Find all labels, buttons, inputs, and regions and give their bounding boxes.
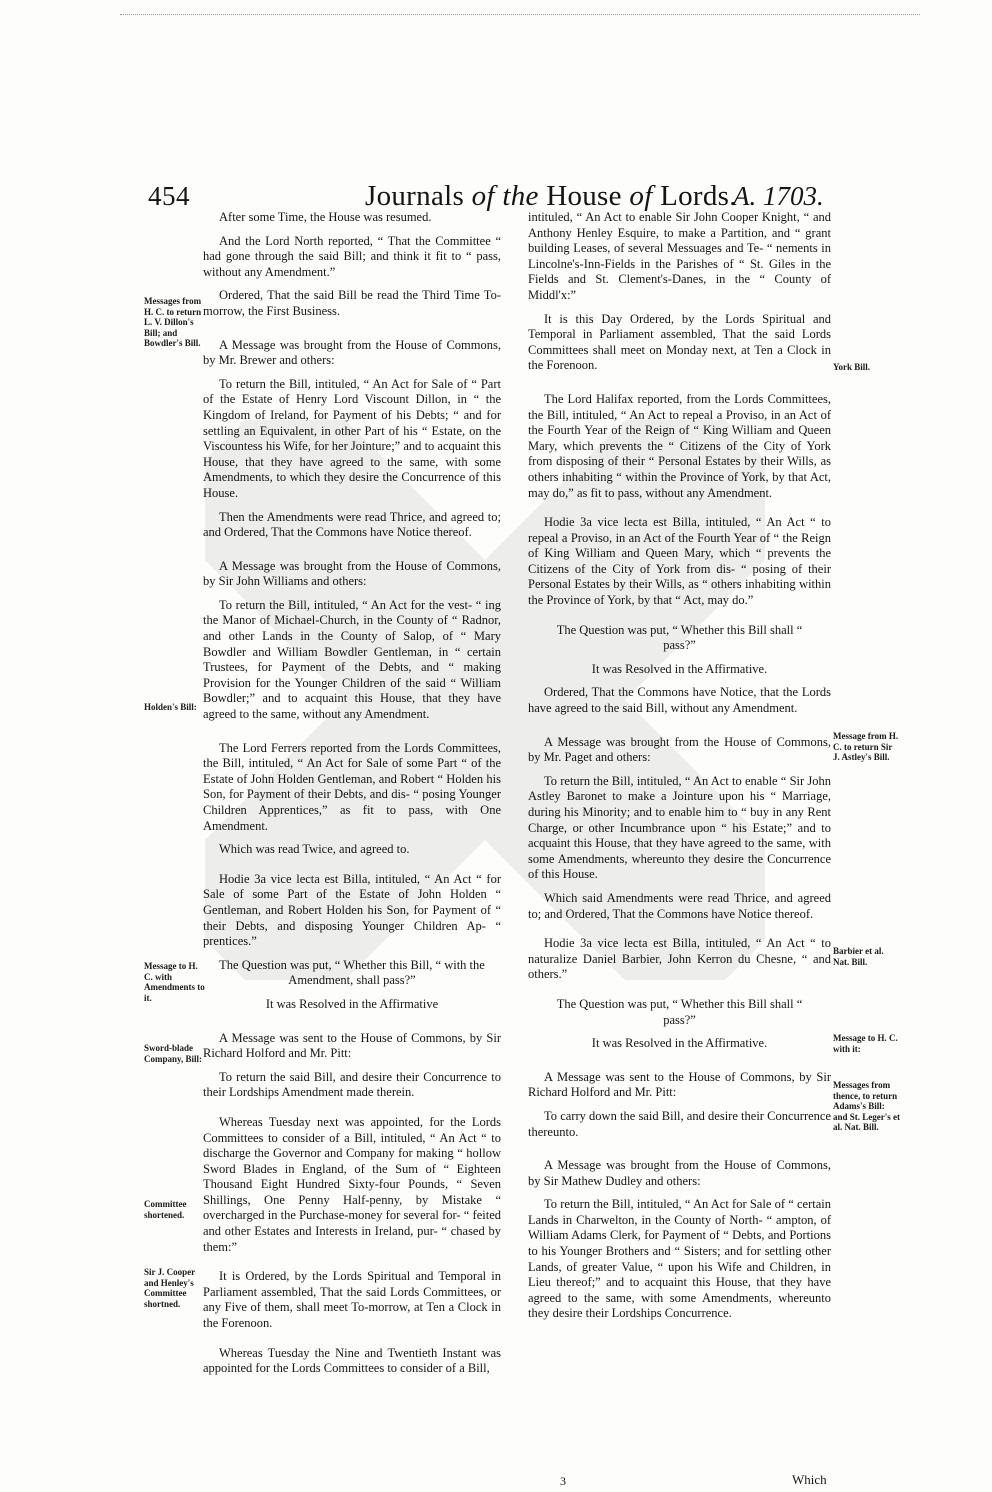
question-line: The Question was put, “ Whether this Bill shall “ pass?” bbox=[556, 622, 803, 653]
paragraph: Hodie 3a vice lecta est Billa, intituled, “ An Act “ to repeal a Proviso, in an Act of the Fourth Year of “ the Reign of King William and Queen Mary, which “ prevents the Citizens of the City of York from dis- “ posing of their Personal Estates by their Wills, as “ others inhabiting within the Province of York, by that “ Act, may do.” bbox=[528, 515, 831, 608]
question-line: The Question was put, “ Whether this Bill shall “ pass?” bbox=[556, 996, 803, 1027]
paragraph: Then the Amendments were read Thrice, and agreed to; and Ordered, That the Commons have Notice thereof. bbox=[203, 509, 501, 540]
paragraph: A Message was sent to the House of Commons, by Sir Richard Holford and Mr. Pitt: bbox=[528, 1069, 831, 1100]
paragraph: To return the Bill, intituled, “ An Act for Sale of “ certain Lands in Charwelton, in the County of North- “ ampton, of William Adams Clerk, for Payment of “ Debts, and Portions to his Younger Brothers and “ Sisters; and for settling other Lands, of greater Value, “ upon his Wife and Children, in Lieu thereof;” and to acquaint this House, that they have agreed to the same, with some Amendments, whereunto they desire their Lordships Concurrence. bbox=[528, 1197, 831, 1321]
paragraph: Whereas Tuesday next was appointed, for the Lords Committees to consider of a Bill, intituled, “ An Act “ to discharge the Governor and Company for making “ hollow Sword Blades in England, of the Sum of “ Eighteen Thousand Eight Hundred Sixty-four Pounds, “ Seven Shillings, One Penny Half-penny, by Mistake “ overcharged in the Purchase-money for several for- “ feited and other Estates and Interests in Ireland, pur- “ chased by them:” bbox=[203, 1114, 501, 1254]
resolution-line: It was Resolved in the Affirmative bbox=[265, 996, 439, 1011]
paragraph: It is this Day Ordered, by the Lords Spiritual and Temporal in Parliament assembled, That the said Lords Committees shall meet on Monday next, at Ten a Clock in the Forenoon. bbox=[528, 311, 831, 373]
margin-note: Message from H. C. to return Sir J. Astley's Bill. bbox=[833, 731, 899, 762]
right-column bbox=[528, 210, 831, 1330]
margin-note: Barbier et al. Nat. Bill. bbox=[833, 946, 884, 967]
question-line: The Question was put, “ Whether this Bill, “ with the Amendment, shall pass?” bbox=[219, 957, 485, 988]
paragraph: To return the Bill, intituled, “ An Act to enable “ Sir John Astley Baronet to make a Jointure upon his “ Marriage, during his Minority; and to enable him to “ buy in any Rent Charge, or other Incumbrance upon “ his Estate;” and to acquaint this House, that they have agreed to the same, with some Amendments, whereunto they desire the Concurrence of this House. bbox=[528, 773, 831, 882]
paragraph: And the Lord North reported, “ That the Committee “ had gone through the said Bill; and think it fit to “ pass, without any Amendment.” bbox=[203, 233, 501, 279]
resolution-line: It was Resolved in the Affirmative. bbox=[591, 661, 768, 676]
paragraph: The Lord Ferrers reported from the Lords Committees, the Bill, intituled, “ An Act for Sale of some Part “ of the Estate of John Holden Gentleman, and Robert “ Holden his Son, for Payment of their Debts, and dis- “ posing Younger Children Apprentices,” as fit to pass, with One Amendment. bbox=[203, 740, 501, 833]
paragraph: To return the Bill, intituled, “ An Act for the vest- “ ing the Manor of Michael-Church, in the County of “ Radnor, and other Lands in the County of Salop, of “ Mary Bowdler and William Bowdler Gentleman, in “ certain Trustees, for Payment of the Debts, and “ making Provision for the Younger Children of the said “ William Bowdler;” and to acquaint this House, that they have agreed to the same, without any Amendment. bbox=[203, 597, 501, 722]
paragraph: Hodie 3a vice lecta est Billa, intituled, “ An Act “ to naturalize Daniel Barbier, John Kerron du Chesne, “ and others.” bbox=[528, 936, 831, 982]
margin-note: Holden's Bill: bbox=[144, 702, 197, 712]
paragraph: It is Ordered, by the Lords Spiritual and Temporal in Parliament assembled, That the said Lords Committees, or any Five of them, shall meet To-morrow, at Ten a Clock in the Forenoon. bbox=[203, 1269, 501, 1331]
margin-note: Sword-blade Company, Bill: bbox=[144, 1043, 203, 1064]
paragraph: intituled, “ An Act to enable Sir John Cooper Knight, “ and Anthony Henley Esquire, to make a Partition, and “ grant building Leases, of several Messuages and Te- “ nements in Lincolne's-Inn-Fields in the Parishes of “ St. Giles in the Fields and St. Clement's-Danes, in the “ County of Middl'x:” bbox=[528, 210, 831, 302]
margin-note: Committee shortened. bbox=[144, 1199, 187, 1220]
page-title: Journals of the House of Lords. bbox=[365, 180, 737, 212]
paragraph: A Message was brought from the House of Commons, by Sir Mathew Dudley and others: bbox=[528, 1158, 831, 1188]
paragraph: A Message was brought from the House of Commons, by Sir John Williams and others: bbox=[203, 558, 501, 589]
paragraph: To carry down the said Bill, and desire their Concurrence thereunto. bbox=[528, 1108, 831, 1139]
paragraph: A Message was brought from the House of Commons, by Mr. Brewer and others: bbox=[203, 337, 501, 368]
margin-note: Messages from thence, to return Adams's Bill: and St. Leger's et al. Nat. Bill. bbox=[833, 1080, 900, 1132]
resolution-line: It was Resolved in the Affirmative. bbox=[591, 1036, 768, 1051]
left-column bbox=[203, 210, 501, 1385]
margin-note: Messages from H. C. to return L. V. Dillon's Bill; and Bowdler's Bill. bbox=[144, 296, 202, 348]
paragraph: Whereas Tuesday the Nine and Twentieth Instant was appointed for the Lords Committees to consider of a Bill, bbox=[203, 1345, 501, 1376]
paragraph: The Lord Halifax reported, from the Lords Committees, the Bill, intituled, “ An Act to repeal a Proviso, in an Act of the Fourth Year of the Reign of “ King William and Queen Mary, which prevents the “ Citizens of the City of York from disposing of their “ Personal Estates by their Wills, as others inhabiting “ within the Province of York, by that Act, may do,” as fit to pass, without any Amendment. bbox=[528, 391, 831, 500]
signature-mark: 3 bbox=[560, 1474, 566, 1488]
paragraph: A Message was sent to the House of Commons, by Sir Richard Holford and Mr. Pitt: bbox=[203, 1030, 501, 1061]
margin-note: Message to H. C. with it: bbox=[833, 1033, 898, 1054]
paragraph: Ordered, That the said Bill be read the Third Time To-morrow, the First Business. bbox=[203, 288, 501, 318]
margin-note: Sir J. Cooper and Henley's Committee shortned. bbox=[144, 1267, 195, 1309]
paragraph: To return the said Bill, and desire their Concurrence to their Lordships Amendment made therein. bbox=[203, 1069, 501, 1100]
page-number: 454 bbox=[148, 181, 190, 211]
page-year: A. 1703. bbox=[733, 181, 824, 211]
paragraph: Ordered, That the Commons have Notice, that the Lords have agreed to the said Bill, without any Amendment. bbox=[528, 685, 831, 716]
margin-note: York Bill. bbox=[833, 362, 871, 372]
paragraph: Which said Amendments were read Thrice, and agreed to; and Ordered, That the Commons have Notice thereof. bbox=[528, 890, 831, 921]
paragraph: To return the Bill, intituled, “ An Act for Sale of “ Part of the Estate of Henry Lord Viscount Dillon, in “ the Kingdom of Ireland, for Payment of his Debts; “ and for settling an Equivalent, in other Part of his “ Estate, on the Viscountess his Wife, for her Jointure;” and to acquaint this House, that they have agreed to the same, with some Amendments, to which they desire the Concurrence of this House. bbox=[203, 376, 501, 500]
paragraph: After some Time, the House was resumed. bbox=[219, 210, 432, 224]
paragraph: Hodie 3a vice lecta est Billa, intituled, “ An Act “ for Sale of some Part of the Estate of John Holden “ Gentleman, and Robert Holden his Son, for Payment of “ their Debts, and disposing Younger Children Ap- “ prentices.” bbox=[203, 871, 501, 949]
top-rule bbox=[120, 14, 920, 15]
paragraph: Which was read Twice, and agreed to. bbox=[219, 842, 410, 857]
catchword: Which bbox=[792, 1472, 827, 1487]
paragraph: A Message was brought from the House of Commons, by Mr. Paget and others: bbox=[528, 734, 831, 765]
margin-note: Message to H. C. with Amendments to it. bbox=[144, 961, 205, 1003]
